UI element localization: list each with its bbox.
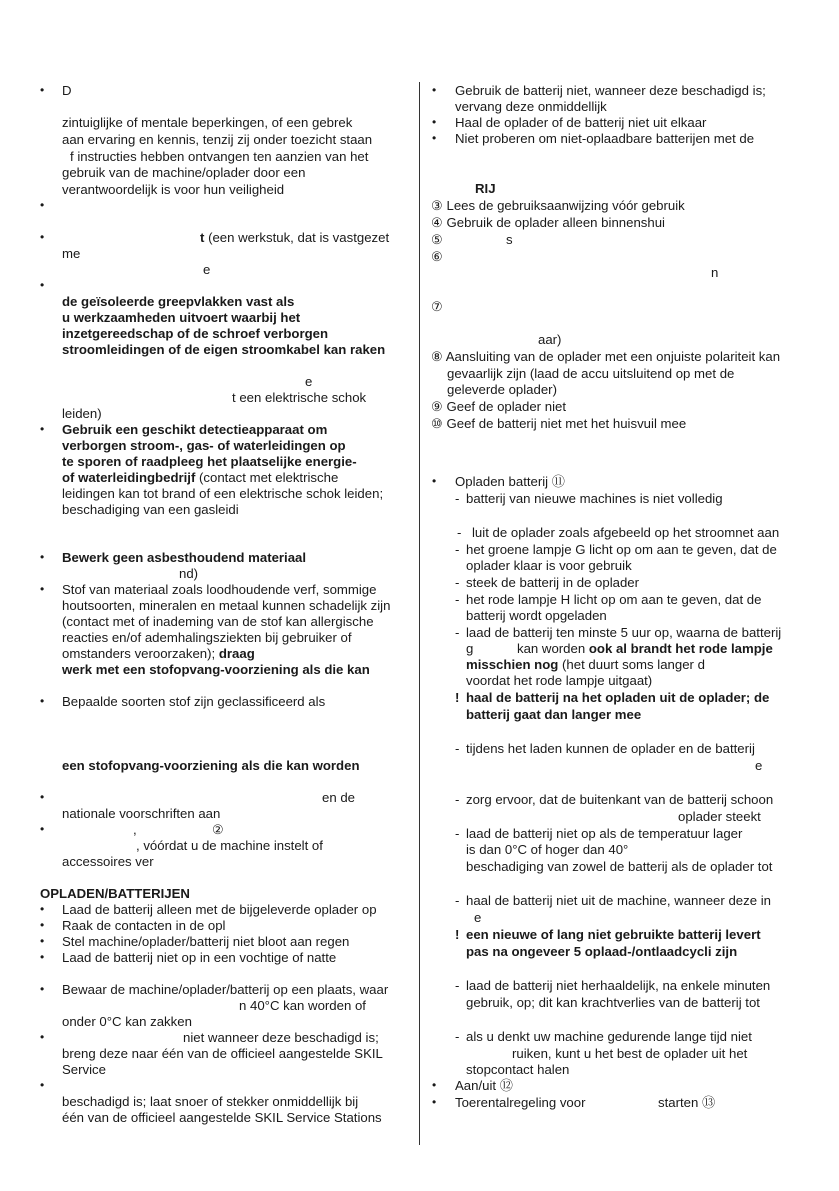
text-line: verantwoordelijk is voor hun veiligheid [62,182,285,197]
text-line: de geïsoleerde greepvlakken vast als [62,294,295,309]
text-line: Laad de batterij alleen met de bijgeleverde oplader op [62,902,377,917]
text-line: een nieuwe of lang niet gebruikte batterij levert [466,927,761,942]
text-line: als u denkt uw machine gedurende lange tijd niet [466,1029,752,1044]
text-line: gebruik van de machine/oplader door een [62,165,306,180]
text-line: Bewaar de machine/oplader/batterij op een plaats, waar [62,982,389,997]
bullet: • [40,694,45,708]
text-line: me [62,246,81,261]
bullet: • [432,474,437,488]
text-fragment: kan worden [517,641,586,656]
text-line: n 40°C kan worden of [239,998,366,1013]
text-line: oplader steekt [678,809,761,824]
bullet: • [40,790,45,804]
bullet: • [40,934,45,948]
text-line: reacties en/of ademhalingsziekten bij gebruiker of [62,630,352,645]
text-line: zorg ervoor, dat de buitenkant van de batterij schoon [466,792,774,807]
text-line: houtsoorten, mineralen en metaal kunnen schadelijk zijn [62,598,391,613]
dash-marker: - [455,826,460,841]
text-line: batterij gaat dan langer mee [466,707,642,722]
text-line: niet wanneer deze beschadigd is; [183,1030,379,1045]
text-line: beschadigd is; laat snoer of stekker onmiddellijk bij [62,1094,359,1109]
bold-fragment: ook al brandt het rode lampje [585,641,773,656]
text-line: nationale voorschriften aan [62,806,221,821]
text-line [517,640,773,657]
text-line: u werkzaamheden uitvoert waarbij het [62,310,301,325]
text-line: luit de oplader zoals afgebeeld op het stroomnet aan [472,525,780,540]
text-line: ruiken, kunt u het best de oplader uit het [512,1046,748,1061]
dash-marker: - [455,792,460,807]
text-line: ⑧ Aansluiting van de oplader met een onjuiste polariteit kan [431,349,781,364]
text-line: ④ Gebruik de oplader alleen binnenshui [431,215,665,230]
text-line: oplader klaar is voor gebruik [466,558,632,573]
text-line: Aan/uit ⑫ [455,1078,513,1093]
text-line: Bepaalde soorten stof zijn geclassificeerd als [62,694,326,709]
text-line: gevaarlijk zijn (laad de accu uitsluitend op met de [447,366,735,381]
text-line: ⑥ [431,249,443,264]
text-line: Stof van materiaal zoals loodhoudende verf, sommige [62,582,377,597]
text-line: ⑨ Geef de oplader niet [431,399,566,414]
text-line: Gebruik de batterij niet, wanneer deze beschadigd is; [455,83,766,98]
text-line: en de [322,790,356,805]
bullet: • [432,131,437,145]
text-line: Bewerk geen asbesthoudend materiaal [62,550,307,565]
dash-marker: - [455,741,460,756]
text-line: gebruik, op; dit kan krachtverlies van de batterij tot [466,995,760,1010]
text-line [200,229,389,246]
text-line: nd) [179,566,199,581]
text-line: t een elektrische schok [232,390,367,405]
dash-marker: - [455,491,460,506]
text-line: Toerentalregeling voor [455,1095,586,1110]
dash-marker: - [457,525,462,540]
text-line: ⑦ [431,299,443,314]
bold-fragment: misschien nog [466,657,559,672]
section-heading: RIJ [475,181,496,196]
text-line: Raak de contacten in de opl [62,918,226,933]
bullet: • [40,582,45,596]
text-fragment: omstanders veroorzaken); [62,646,216,661]
dash-marker: - [455,542,460,557]
text-line [62,469,338,486]
text-line: laad de batterij niet herhaaldelijk, na enkele minuten [466,978,771,993]
bullet: • [40,1030,45,1044]
text-line: batterij van nieuwe machines is niet volledig [466,491,723,506]
bullet: • [40,902,45,916]
text-line: beschadiging van zowel de batterij als de oplader tot [466,859,773,874]
text-line: ② [212,822,224,837]
text-line: s [506,232,513,247]
exclaim-marker: ! [455,927,460,942]
text-line: e [305,374,313,389]
text-line: aar) [538,332,562,347]
text-line: g [466,641,474,656]
text-line: Service [62,1062,106,1077]
text-line: te sporen of raadpleeg het plaatselijke energie- [62,454,357,469]
text-line: Opladen batterij ⑪ [455,474,565,489]
column-divider [419,82,420,1145]
bullet: • [40,422,45,436]
text-line: onder 0°C kan zakken [62,1014,192,1029]
bullet: • [40,822,45,836]
text-fragment: (het duurt soms langer d [558,657,705,672]
bullet: • [432,83,437,97]
text-line: Laad de batterij niet op in een vochtige of natte [62,950,337,965]
bullet: • [40,950,45,964]
bold-fragment: of waterleidingbedrijf [62,470,196,485]
text-line: voordat het rode lampje uitgaat) [466,673,653,688]
text-line: starten ⑬ [658,1095,716,1110]
text-line: inzetgereedschap of de schroef verborgen [62,326,329,341]
bullet: • [40,982,45,996]
text-line: leidingen kan tot brand of een elektrische schok leiden; [62,486,384,501]
text-line: accessoires ver [62,854,154,869]
text-line [62,645,255,662]
text-line: ③ Lees de gebruiksaanwijzing vóór gebruik [431,198,685,213]
bullet: • [40,550,45,564]
text-line: Gebruik een geschikt detectieapparaat om [62,422,328,437]
text-fragment: (een werkstuk, dat is vastgezet [204,230,390,245]
text-line: Stel machine/oplader/batterij niet bloot aan regen [62,934,350,949]
bullet: • [432,1095,437,1109]
bullet: • [40,918,45,932]
text-line: stopcontact halen [466,1062,570,1077]
text-line: haal de batterij niet uit de machine, wanneer deze in [466,893,771,908]
text-line: werk met een stofopvang-voorziening als die kan [62,662,370,677]
text-line: laad de batterij niet op als de temperatuur lager [466,826,743,841]
text-line: D [62,83,72,98]
text-line: het groene lampje G licht op om aan te geven, dat de [466,542,777,557]
text-line: Haal de oplader of de batterij niet uit elkaar [455,115,707,130]
text-line: (contact met of inademing van de stof kan allergische [62,614,374,629]
text-line: ⑤ [431,232,443,247]
text-line: één van de officieel aangestelde SKIL Service Stations [62,1110,382,1125]
dash-marker: - [455,1029,460,1044]
text-line: e [474,910,482,925]
text-line: leiden) [62,406,102,421]
section-heading: OPLADEN/BATTERIJEN [40,886,190,901]
text-fragment: (contact met elektrische [195,470,339,485]
text-line: batterij wordt opgeladen [466,608,607,623]
text-line: f instructies hebben ontvangen ten aanzien van het [70,149,369,164]
bullet: • [40,278,45,292]
bullet: • [432,1078,437,1092]
text-line: Niet proberen om niet-oplaadbare batterijen met de [455,131,755,146]
bullet: • [40,1078,45,1092]
text-line: een stofopvang-voorziening als die kan worden [62,758,360,773]
text-line: e [203,262,211,277]
text-line: het rode lampje H licht op om aan te geven, dat de [466,592,762,607]
dash-marker: - [455,592,460,607]
text-line: vervang deze onmiddellijk [455,99,607,114]
text-line [466,656,705,673]
text-line: is dan 0°C of hoger dan 40° [466,842,629,857]
dash-marker: - [455,575,460,590]
text-line: steek de batterij in de oplader [466,575,640,590]
text-line: e [755,758,763,773]
bold-fragment: t [200,230,205,245]
bullet: • [432,115,437,129]
bullet: • [40,230,45,244]
dash-marker: - [455,893,460,908]
text-line: zintuiglijke of mentale beperkingen, of een gebrek [62,115,353,130]
text-line: stroomleidingen of de eigen stroomkabel kan raken [62,342,386,357]
exclaim-marker: ! [455,690,460,705]
dash-marker: - [455,625,460,640]
text-line: breng deze naar één van de officieel aangestelde SKIL [62,1046,383,1061]
text-line: verborgen stroom-, gas- of waterleidingen op [62,438,346,453]
bullet: • [40,83,45,97]
text-line: pas na ongeveer 5 oplaad-/ontlaadcycli zijn [466,944,738,959]
text-line: tijdens het laden kunnen de oplader en de batterij [466,741,755,756]
text-line: aan ervaring en kennis, tenzij zij onder toezicht staan [62,132,373,147]
text-line: , vóórdat u de machine instelt of [136,838,323,853]
text-line: beschadiging van een gasleidi [62,502,239,517]
bullet: • [40,198,45,212]
text-line: geleverde oplader) [447,382,557,397]
text-line: , [133,822,137,837]
dash-marker: - [455,978,460,993]
text-line: laad de batterij ten minste 5 uur op, waarna de batterij [466,625,782,640]
text-line: ⑩ Geef de batterij niet met het huisvuil mee [431,416,687,431]
text-line: n [711,265,719,280]
bold-fragment: draag [215,646,255,661]
text-line: haal de batterij na het opladen uit de oplader; de [466,690,770,705]
